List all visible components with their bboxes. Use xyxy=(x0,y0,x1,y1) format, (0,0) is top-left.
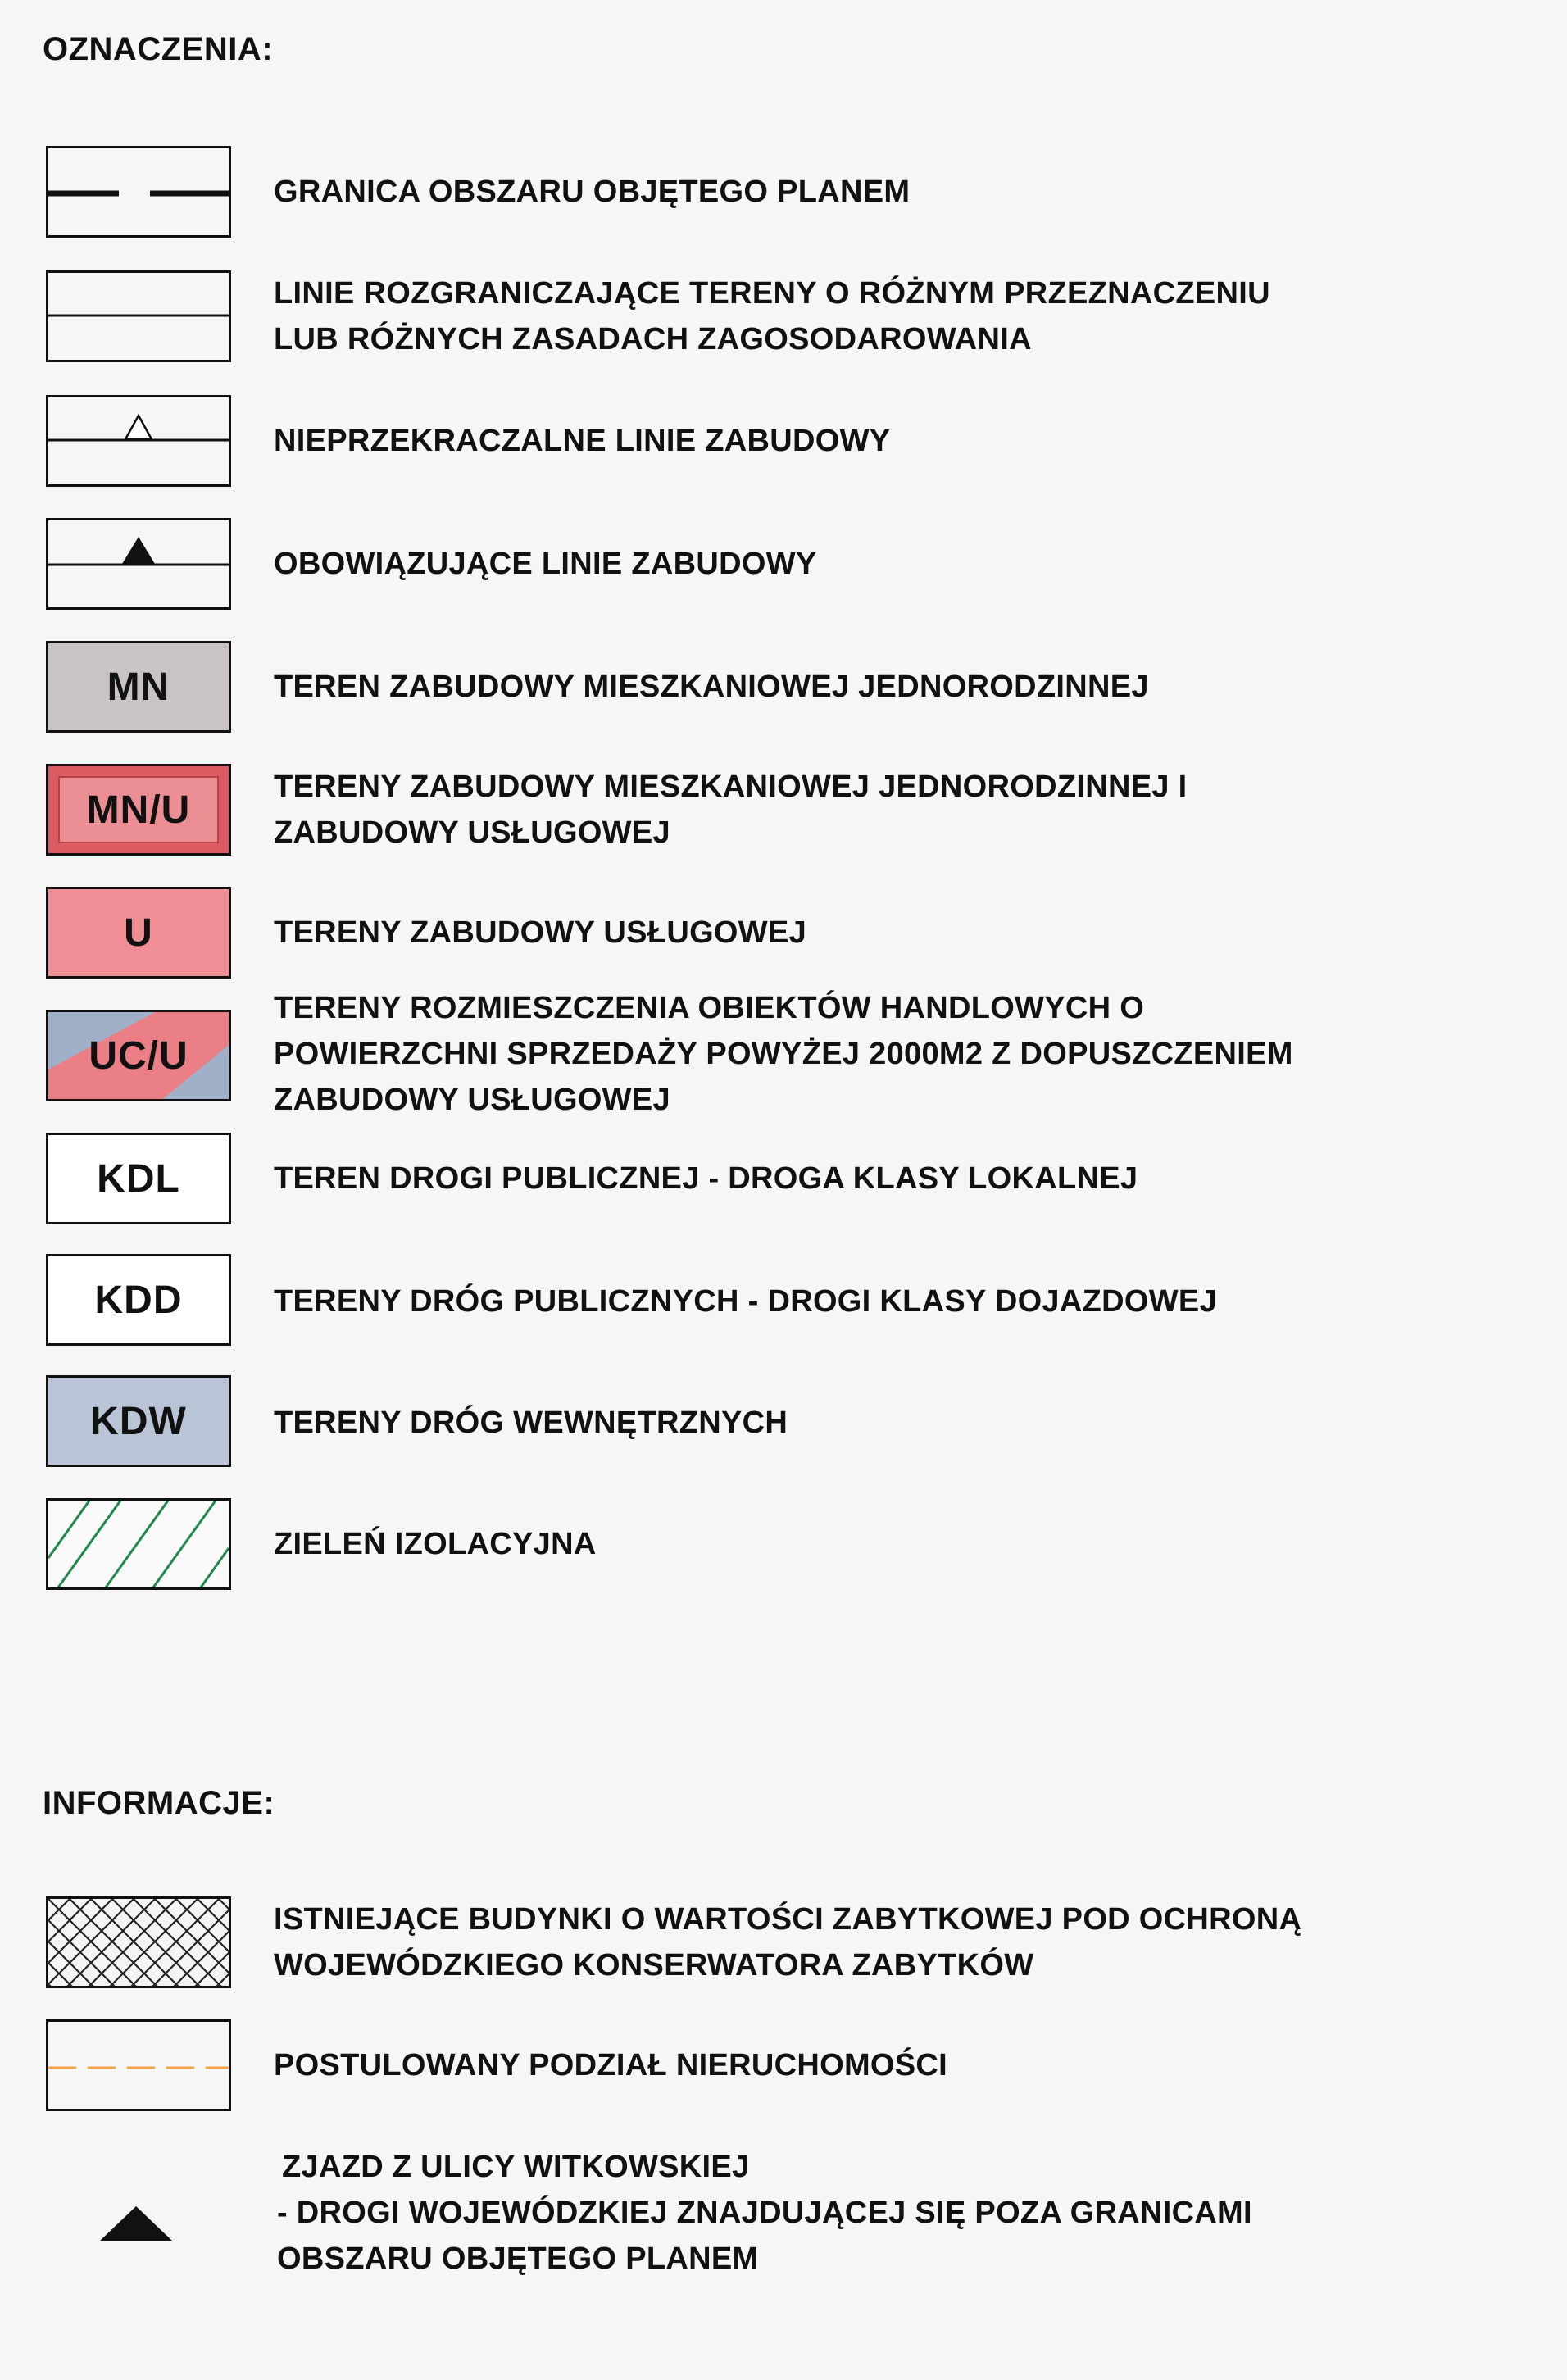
legend-label: OBOWIĄZUJĄCE LINIE ZABUDOWY xyxy=(274,547,817,581)
legend-label: TERENY ZABUDOWY USŁUGOWEJ xyxy=(274,915,807,950)
crosshatch-symbol xyxy=(46,1896,231,1988)
info-label: ZJAZD Z ULICY WITKOWSKIEJ - DROGI WOJEWÓDZKIEJ ZNAJDUJĄCEJ SIĘ POZA GRANICAMI OBSZARU OBJĘTEGO PLANEM xyxy=(277,2150,1252,2276)
legend-label: TEREN ZABUDOWY MIESZKANIOWEJ JEDNORODZINNEJ xyxy=(274,670,1149,704)
legend-label: ZIELEŃ IZOLACYJNA xyxy=(274,1527,597,1561)
boundary-dash-line-symbol xyxy=(46,146,231,238)
zone-code: UC/U xyxy=(89,1033,188,1078)
heading-oznaczenia: OZNACZENIA: xyxy=(43,31,274,67)
zone-code: KDW xyxy=(90,1399,187,1443)
zone-code: KDL xyxy=(97,1156,180,1201)
heading-informacje: INFORMACJE: xyxy=(43,1785,275,1821)
open-triangle-line-symbol xyxy=(46,395,231,487)
zone-code: U xyxy=(124,911,153,955)
zone-kdd-symbol xyxy=(46,1254,231,1346)
division-line-symbol xyxy=(46,270,231,362)
zone-kdl-symbol xyxy=(46,1133,231,1224)
zone-code: MN/U xyxy=(86,788,191,832)
zone-uc-u-symbol xyxy=(46,1010,231,1101)
legend-label: TERENY ROZMIESZCZENIA OBIEKTÓW HANDLOWYCH O POWIERZCHNI SPRZEDAŻY POWYŻEJ 2000M2 Z DOPUSZCZENIEM ZABUDOWY USŁUGOWEJ xyxy=(274,991,1293,1117)
zone-mn-symbol xyxy=(46,641,231,733)
zone-kdw-symbol xyxy=(46,1375,231,1467)
legend-label: NIEPRZEKRACZALNE LINIE ZABUDOWY xyxy=(274,424,891,458)
green-hatch-symbol xyxy=(46,1498,231,1590)
legend-label: LINIE ROZGRANICZAJĄCE TERENY O RÓŻNYM PRZEZNACZENIU LUB RÓŻNYCH ZASADACH ZAGOSODAROWANIA xyxy=(274,276,1270,357)
legend-label: TERENY ZABUDOWY MIESZKANIOWEJ JEDNORODZINNEJ I ZABUDOWY USŁUGOWEJ xyxy=(274,770,1188,850)
info-label: ISTNIEJĄCE BUDYNKI O WARTOŚCI ZABYTKOWEJ POD OCHRONĄ WOJEWÓDZKIEGO KONSERWATORA ZABYTKÓW xyxy=(274,1902,1302,1983)
zone-mn-u-symbol xyxy=(46,764,231,856)
orange-dash-line-symbol xyxy=(46,2019,231,2111)
zone-code: KDD xyxy=(94,1278,183,1322)
zone-u-symbol xyxy=(46,887,231,979)
legend-label: TERENY DRÓG WEWNĘTRZNYCH xyxy=(274,1406,788,1440)
info-label: POSTULOWANY PODZIAŁ NIERUCHOMOŚCI xyxy=(274,2048,948,2082)
access-triangle-icon xyxy=(97,2205,175,2242)
filled-triangle-line-symbol xyxy=(46,518,231,610)
legend-label: TEREN DROGI PUBLICZNEJ - DROGA KLASY LOKALNEJ xyxy=(274,1161,1138,1196)
legend-label: GRANICA OBSZARU OBJĘTEGO PLANEM xyxy=(274,175,911,209)
zone-code: MN xyxy=(107,665,170,709)
legend-label: TERENY DRÓG PUBLICZNYCH - DROGI KLASY DOJAZDOWEJ xyxy=(274,1284,1217,1319)
